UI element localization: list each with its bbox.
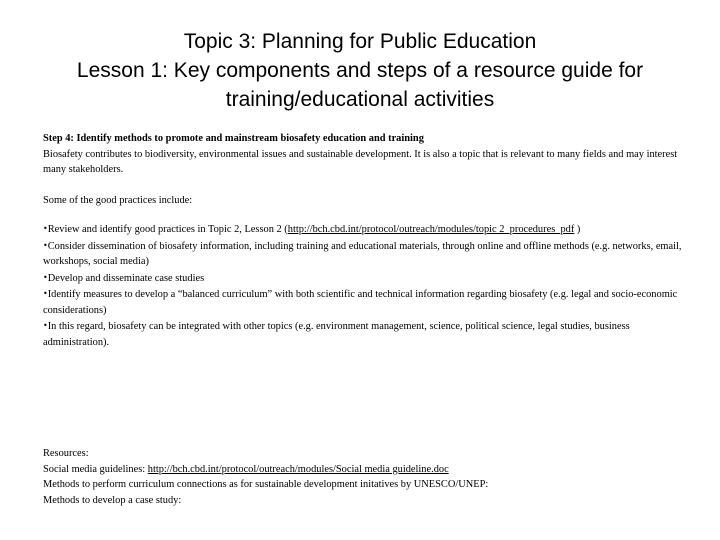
list-item — [43, 238, 683, 270]
list-item-text: Consider dissemination of biosafety information, including training and educational materials, through online and offline methods (e.g. networks, email, workshops, social media) — [43, 240, 682, 267]
list-item-text: In this regard, biosafety can be integrated with other topics (e.g. environment management, science, political science, legal studies, business administration). — [43, 321, 630, 348]
bullet-icon: • — [43, 321, 48, 330]
list-item-text: Identify measures to develop a “balanced curriculum” with both scientific and technical information regarding biosafety (e.g. legal and socio-economic considerations) — [43, 289, 678, 316]
slide-title — [20, 27, 700, 114]
social-media-label: Social media guidelines: — [43, 463, 148, 475]
social-media-guideline-link[interactable]: http://bch.cbd.int/protocol/outreach/modules/Social media guideline.doc — [147, 463, 449, 475]
list-item-tail: ) — [574, 224, 581, 235]
good-practices-list — [43, 221, 683, 350]
case-study-resource: Methods to develop a case study: — [43, 494, 182, 506]
topic2-procedures-link[interactable]: http://bch.cbd.int/protocol/outreach/modules/topic 2_procedures_pdf — [287, 224, 575, 235]
list-item — [43, 286, 683, 318]
resources-section — [43, 446, 683, 508]
bullet-icon: • — [43, 240, 48, 250]
intro-paragraph: Biosafety contributes to biodiversity, environmental issues and sustainable development. It is also a topic that is relevant to many fields and may interest many stakeholders. — [43, 148, 678, 175]
list-item-text: Develop and disseminate case studies — [47, 272, 205, 284]
social-media-resource — [43, 462, 683, 478]
resources-heading: Resources: — [43, 448, 89, 459]
list-item-text: Review and identify good practices in Topic 2, Lesson 2 ( — [47, 224, 288, 235]
practices-intro: Some of the good practices include: — [43, 194, 193, 206]
bullet-icon: • — [43, 224, 48, 233]
bullet-icon: • — [43, 289, 48, 298]
list-item — [43, 270, 683, 287]
bullet-icon: • — [43, 272, 48, 282]
title-line-lesson-cont: training/educational activities — [225, 88, 495, 111]
list-item — [43, 221, 683, 238]
title-line-topic: Topic 3: Planning for Public Education — [183, 30, 537, 53]
curriculum-resource: Methods to perform curriculum connections as for sustainable development initatives by UNESCO/UNEP: — [43, 479, 489, 490]
list-item — [43, 318, 683, 350]
step-heading: Step 4: Identify methods to promote and mainstream biosafety education and training — [43, 133, 424, 144]
title-line-lesson: Lesson 1: Key components and steps of a resource guide for — [76, 59, 644, 82]
slide-body — [43, 131, 683, 350]
